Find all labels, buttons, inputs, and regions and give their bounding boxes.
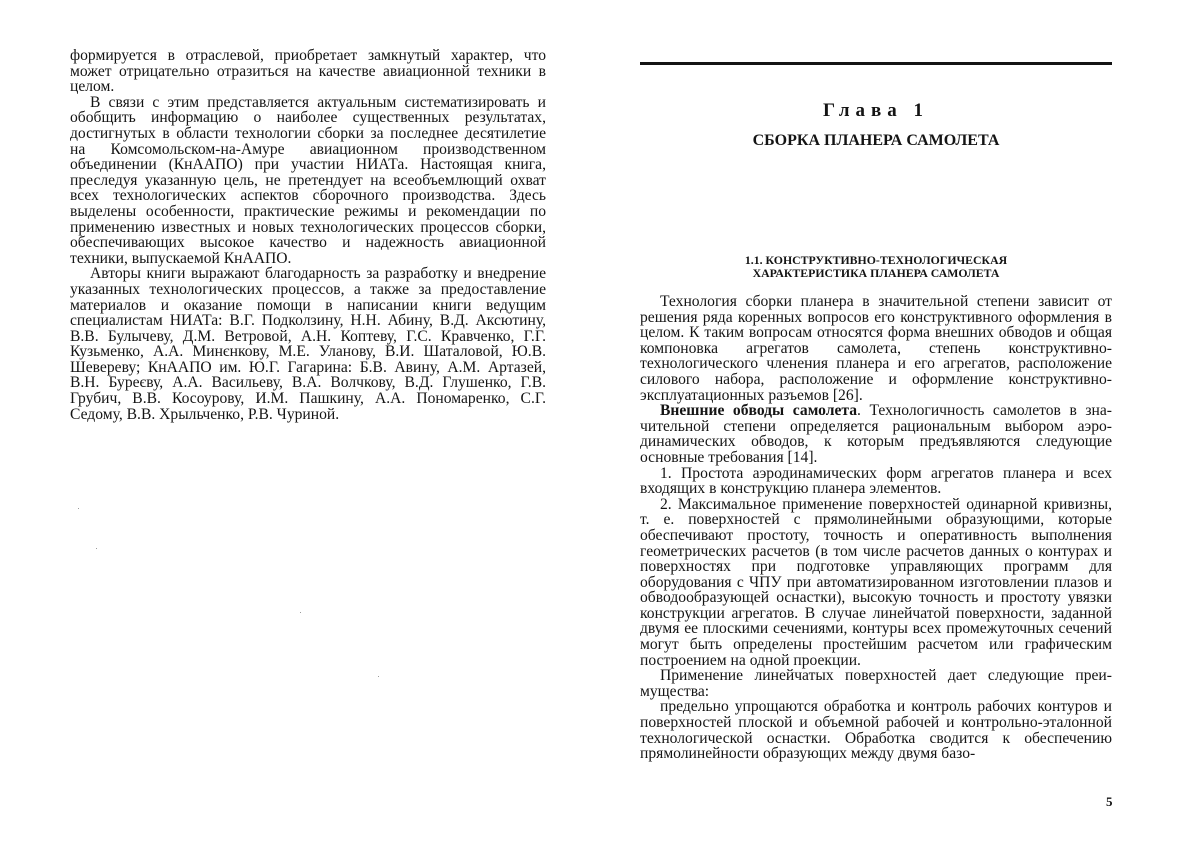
scan-speck: [78, 508, 79, 509]
section-body: [640, 294, 1112, 762]
chapter-label: Глава 1: [822, 100, 930, 121]
page-number: 5: [1106, 794, 1113, 809]
section-heading-line-2: ХАРАКТЕРИСТИКА ПЛАНЕРА САМОЛЕТА: [752, 266, 1000, 280]
scan-speck: [300, 612, 301, 613]
section-heading-line-1: 1.1. КОНСТРУКТИВНО-ТЕХНОЛОГИЧЕСКАЯ: [744, 253, 1008, 267]
section-heading: [640, 254, 1112, 280]
term-external-contours: Внешние обводы самолета: [660, 402, 858, 420]
chapter-top-rule: [640, 62, 1112, 65]
right-paragraph-6: предельно упрощаются обработка и контроль рабочих контуров и поверхностей плоской и объемной рабочей и контрольно-эталонной технологической оснастки. Обработка сводится к обеспечению прямолинейности образующих между двумя базо-: [640, 698, 1112, 763]
left-page: [70, 48, 546, 422]
right-paragraph-2: [640, 403, 1112, 465]
left-paragraph-2: В связи с этим представляется актуальным систематизировать и обобщить информацию о наиболее существенных результатах, достигнутых в области технологии сборки за последнее десятилетие на Комсомольском-на-Амуре авиационном производственном объединении (КнААПО) при участии НИАТа. Настоящая книга, преследуя указанную цель, не претендует на всеобъемлющий охват всех технологических аспектов сборочного производства. Здесь выделены особенности, практические режимы и рекомендации по применению известных и новых технологических процессов сборки, обеспечивающих высокое качество и надежность авиационной техники, выпускаемой КнААПО.: [70, 93, 546, 267]
right-paragraph-3: 1. Простота аэродинамических форм агрегатов планера и всех входящих в конструкцию планера элементов.: [640, 464, 1112, 498]
right-paragraph-2-text: . Технологичность самолетов в значительной степени определяется рациональным выбором аэродинамических обводов, к которым предъявляются следующие основные требования [14].: [640, 402, 1112, 466]
chapter-title: СБОРКА ПЛАНЕРА САМОЛЕТА: [752, 132, 1000, 149]
right-paragraph-5: Применение линейчатых поверхностей дает следующие преимущества:: [640, 667, 1112, 700]
left-paragraph-3: Авторы книги выражают благодарность за разработку и внедрение указанных технологических процессов, а также за предоставление материалов и оказание помощи в написании книги ведущим специалистам НИАТа: В.Г. Подколзину, Н.Н. Абину, В.Д. Аксютину, В.В. Булычеву, Д.М. Ветровой, А.Н. Коптеву, Г.С. Кравченко, Г.Г. Кузьменко, А.А. Минєнкову, М.Е. Уланову, В.И. Шаталовой, Ю.В. Шевереву; КнААПО им. Ю.Г. Гагарина: Б.В. Авину, А.М. Артазей, В.Н. Буреєву, А.А. Васильеву, В.А. Волчкову, В.Д. Глушенко, Г.В. Грубич, В.В. Косоурову, И.М. Пашкину, А.А. Пономаренко, С.Г. Седому, В.В. Хрыльченко, Р.В. Чуриной.: [70, 265, 546, 423]
right-paragraph-1: Технология сборки планера в значительной степени зависит от решения ряда коренных вопросов его конструктивного оформления в целом. К таким вопросам относятся форма внешних обводов и общая компоновка агрегатов самолета, степень конструктивно-технологического членения планера и его агрегатов, расположение силового набора, расположение и оформление конструктивно-эксплуатационных разъемов [26].: [640, 293, 1112, 404]
scan-speck: [378, 676, 379, 677]
scan-speck: [96, 548, 97, 549]
right-paragraph-4: 2. Максимальное применение поверхностей одинарной кривизны, т. е. поверхностей с прямолинейными образующими, которые обеспечивают простоту, точность и оперативность выполнения геометрических расчетов (в том числе расчетов данных о контурах и поверхностях при подготовке управляющих программ для оборудования с ЧПУ при автоматизированном изготовлении плазов и обводообразующей оснастки), высокую точность и простоту увязки конструкции агрегатов. В случае линейчатой поверхности, заданной двумя ее плоскими сечениями, контуры всех промежуточных сечений могут быть определены простейшим расчетом или графическим построением на одной проекции.: [640, 495, 1112, 669]
left-paragraph-1: формируется в отраслевой, приобретает замкнутый характер, что может отрицательно отразиться на качестве авиационной техники в целом.: [70, 47, 546, 96]
